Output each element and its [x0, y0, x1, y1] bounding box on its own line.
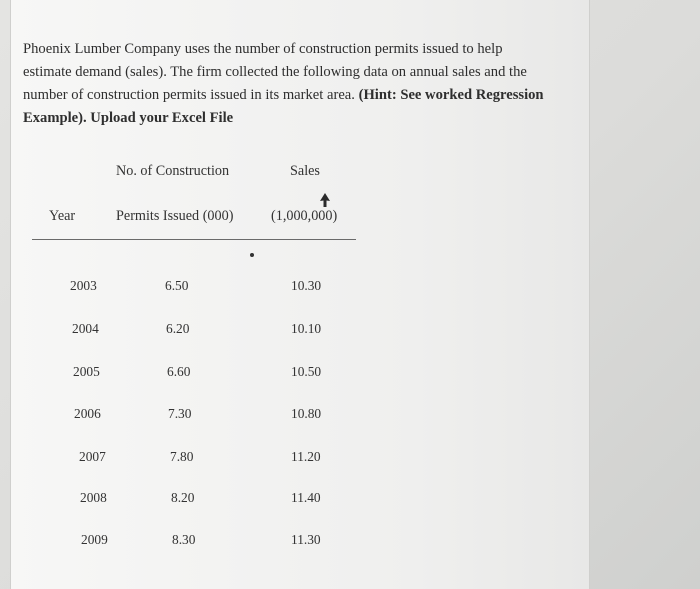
question-body: Phoenix Lumber Company uses the number of construction permits issued to help estimate demand (sales). The firm collected the following data on annual sales and the number of construction permits issued in its market area. — [23, 41, 527, 103]
header-year: Year — [49, 208, 76, 224]
sales-cell: 10.10 — [291, 321, 322, 336]
permits-cell: 6.50 — [165, 278, 189, 293]
sales-cell: 11.30 — [291, 532, 321, 547]
year-cell: 2005 — [73, 364, 100, 379]
permits-cell: 6.60 — [167, 364, 191, 379]
sales-cell: 10.50 — [291, 364, 322, 379]
year-cell: 2007 — [79, 449, 106, 464]
permits-cell: 7.30 — [168, 406, 192, 421]
year-cell: 2003 — [70, 278, 97, 293]
question-text — [23, 38, 553, 130]
header-sales-line1: Sales — [290, 163, 320, 179]
sales-cell: 10.30 — [291, 278, 322, 293]
permits-cell: 8.30 — [172, 532, 196, 547]
header-divider — [32, 239, 356, 240]
sales-cell: 11.20 — [291, 449, 321, 464]
question-hint: (Hint: See worked Regression Example). Upload your Excel File — [23, 87, 544, 126]
header-permits-line2: Permits Issued (000) — [116, 208, 234, 224]
header-sales-line2: (1,000,000) — [271, 208, 338, 224]
stray-dot — [250, 253, 254, 257]
permits-cell: 8.20 — [171, 490, 195, 505]
year-cell: 2004 — [72, 321, 99, 336]
year-cell: 2006 — [74, 406, 101, 421]
header-permits-line1: No. of Construction — [116, 163, 230, 179]
permits-cell: 6.20 — [166, 321, 190, 336]
sales-cell: 11.40 — [291, 490, 321, 505]
year-cell: 2009 — [81, 532, 108, 547]
year-cell: 2008 — [80, 490, 107, 505]
permits-cell: 7.80 — [170, 449, 194, 464]
sales-cell: 10.80 — [291, 406, 322, 421]
mouse-cursor-icon — [320, 193, 330, 207]
